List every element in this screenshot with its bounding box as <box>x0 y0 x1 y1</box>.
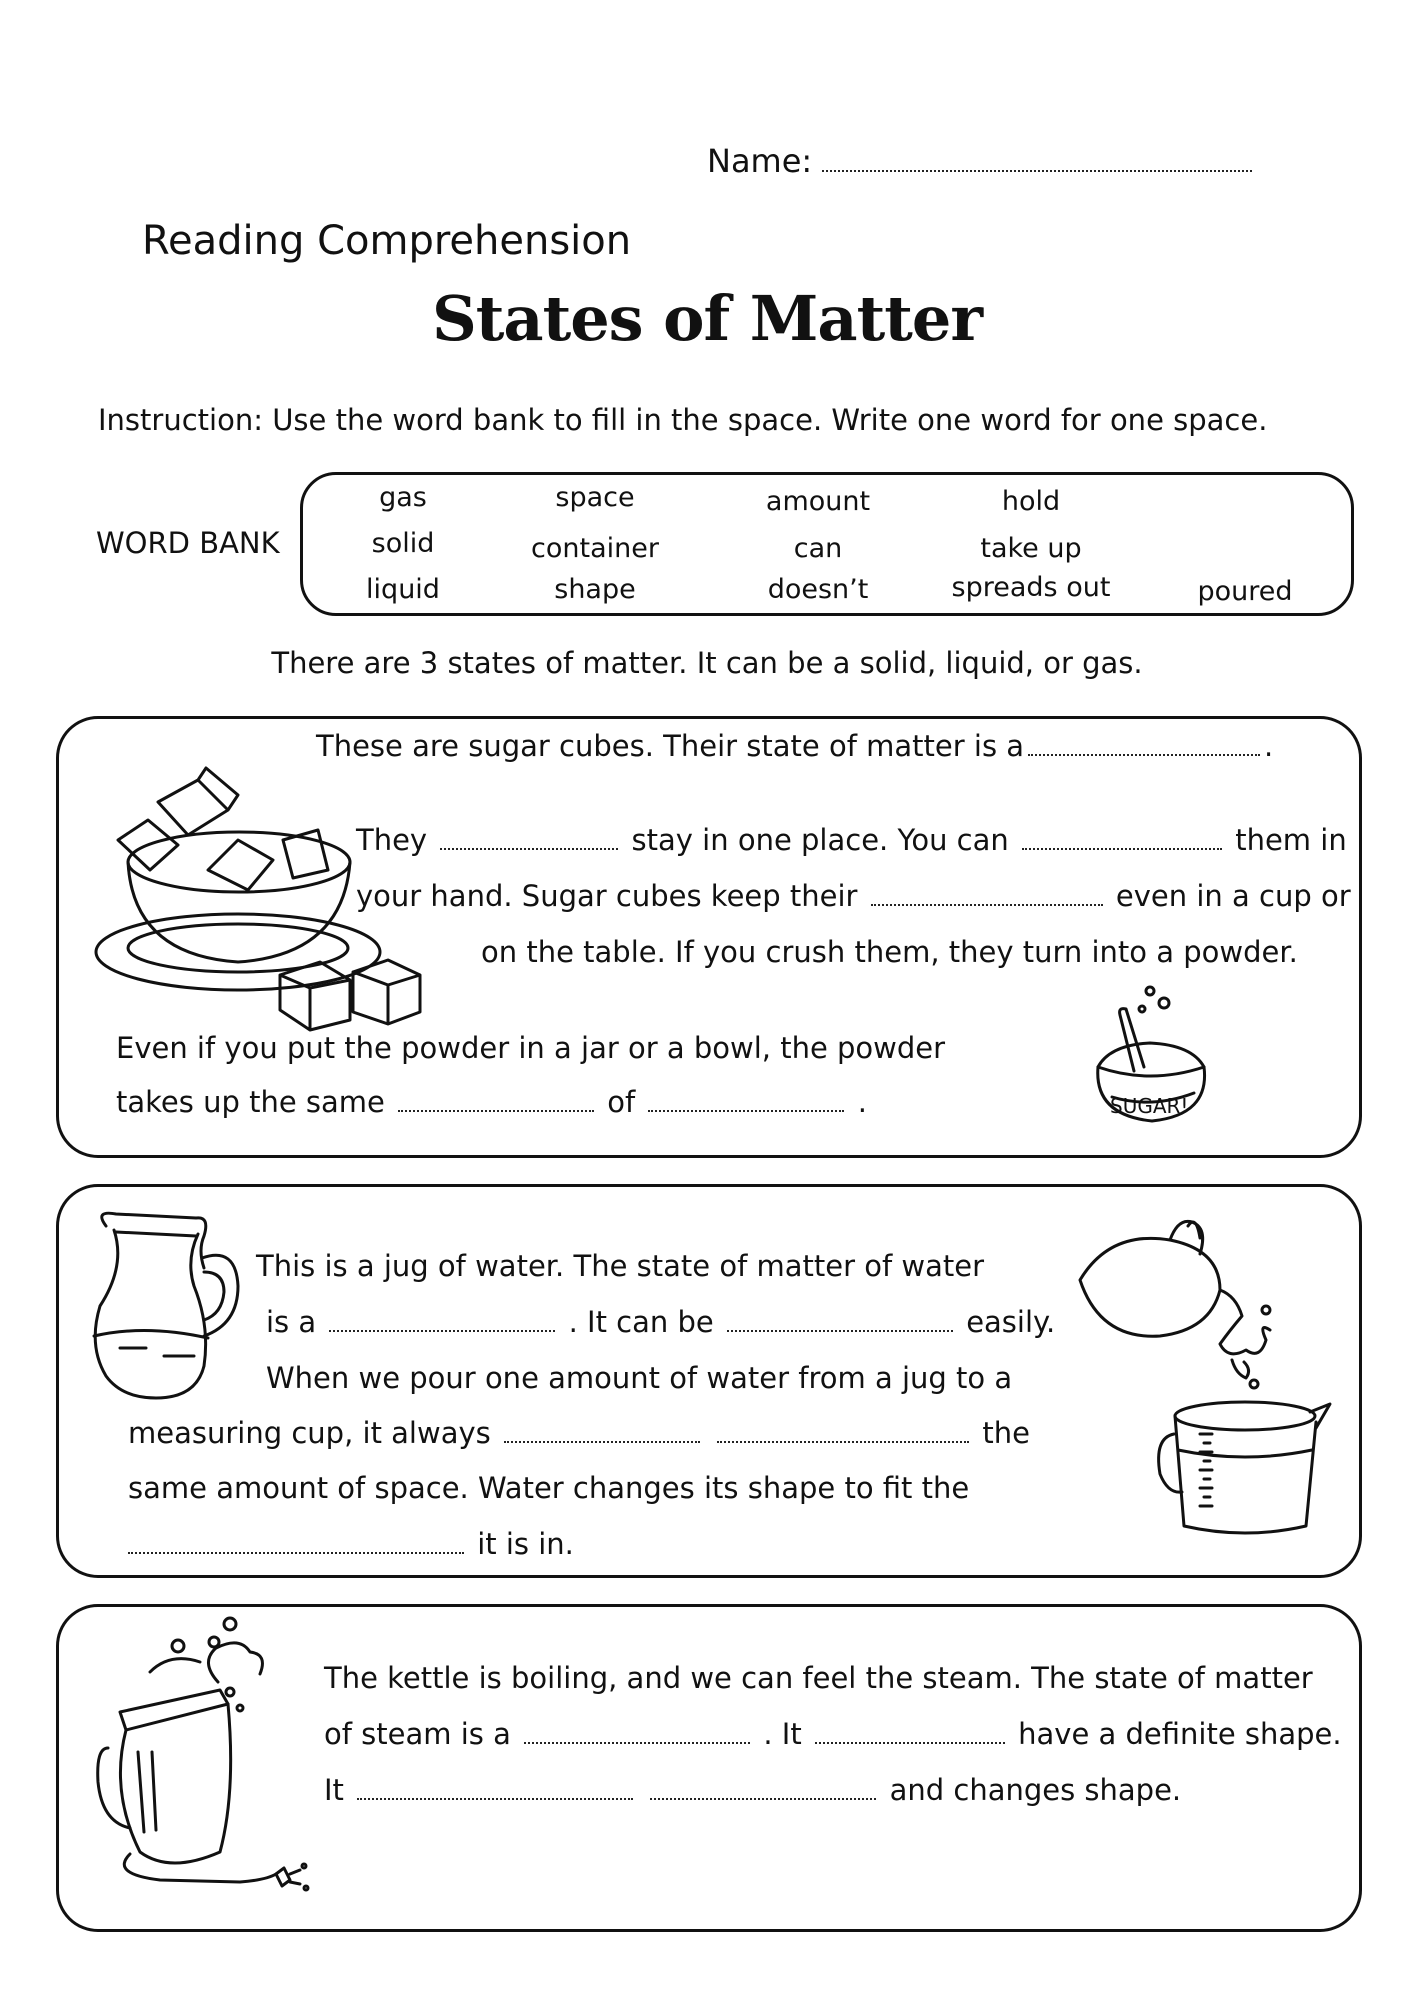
answer-blank[interactable] <box>717 1435 969 1443</box>
sugar-jar-icon <box>1090 985 1220 1135</box>
word-bank-word: spreads out <box>951 572 1111 603</box>
text-segment: is a <box>266 1305 317 1339</box>
answer-blank[interactable] <box>357 1792 633 1800</box>
answer-blank[interactable] <box>128 1546 464 1554</box>
answer-blank[interactable] <box>504 1435 700 1443</box>
text-segment: the <box>982 1416 1030 1450</box>
text-segment: of steam is a <box>324 1717 511 1751</box>
answer-blank[interactable] <box>440 842 618 850</box>
answer-blank[interactable] <box>815 1736 1005 1744</box>
answer-blank[interactable] <box>1028 748 1260 756</box>
text-segment: and changes shape. <box>889 1773 1182 1807</box>
word-bank-word: solid <box>371 528 435 559</box>
solid-line-4: on the table. If you crush them, they turn into a powder. <box>481 935 1298 969</box>
liquid-line-6 <box>128 1526 574 1562</box>
name-field[interactable] <box>707 142 1252 180</box>
answer-blank[interactable] <box>329 1324 555 1332</box>
text-segment: your hand. Sugar cubes keep their <box>356 879 858 913</box>
text-segment: takes up the same <box>116 1085 385 1119</box>
pouring-cup-icon <box>1070 1210 1280 1390</box>
word-bank-word: poured <box>1197 576 1293 607</box>
liquid-line-4 <box>128 1415 1030 1451</box>
gas-line-1: The kettle is boiling, and we can feel the steam. The state of matter <box>324 1661 1313 1695</box>
name-blank[interactable] <box>822 164 1252 172</box>
page-subtitle: Reading Comprehension <box>142 218 632 264</box>
answer-blank[interactable] <box>1022 842 1222 850</box>
word-bank-word: shape <box>554 574 636 605</box>
text-segment: . <box>857 1085 867 1119</box>
answer-blank[interactable] <box>727 1324 953 1332</box>
text-segment: them in <box>1235 823 1347 857</box>
water-jug-icon <box>86 1206 246 1406</box>
answer-blank[interactable] <box>871 898 1103 906</box>
jar-label: SUGAR! <box>1110 1094 1189 1118</box>
text-segment: . <box>1264 729 1274 763</box>
instruction-text: Instruction: Use the word bank to fill in the space. Write one word for one space. <box>98 403 1268 437</box>
solid-line-5: Even if you put the powder in a jar or a bowl, the powder <box>116 1031 946 1065</box>
solid-line-6 <box>116 1084 867 1120</box>
text-segment: measuring cup, it always <box>128 1416 491 1450</box>
word-bank-word: container <box>531 533 659 564</box>
text-segment: easily. <box>966 1305 1056 1339</box>
text-segment: stay in one place. You can <box>631 823 1009 857</box>
text-segment: They <box>356 823 428 857</box>
word-bank-word: liquid <box>366 574 440 605</box>
intro-text: There are 3 states of matter. It can be a solid, liquid, or gas. <box>271 646 1143 680</box>
word-bank-word: space <box>555 482 635 513</box>
text-segment: It <box>324 1773 344 1807</box>
text-segment: even in a cup or <box>1115 879 1351 913</box>
text-segment: These are sugar cubes. Their state of matter is a <box>316 729 1025 763</box>
text-segment: . It <box>763 1717 802 1751</box>
word-bank-word: doesn’t <box>767 574 869 605</box>
word-bank-word: hold <box>1001 486 1061 517</box>
gas-line-2 <box>324 1716 1342 1752</box>
solid-line-1 <box>316 728 1273 764</box>
text-segment: of <box>607 1085 636 1119</box>
text-segment: it is in. <box>477 1527 574 1561</box>
kettle-icon <box>90 1612 320 1902</box>
liquid-line-1: This is a jug of water. The state of matter of water <box>256 1249 985 1283</box>
solid-line-2 <box>356 822 1347 858</box>
answer-blank[interactable] <box>650 1792 876 1800</box>
page-title: States of Matter <box>432 282 982 355</box>
text-segment: . It can be <box>568 1305 714 1339</box>
gas-line-3 <box>324 1772 1181 1808</box>
word-bank-word: take up <box>980 533 1082 564</box>
answer-blank[interactable] <box>398 1104 594 1112</box>
word-bank-word: can <box>793 533 843 564</box>
answer-blank[interactable] <box>524 1736 750 1744</box>
measuring-cup-icon <box>1160 1394 1340 1544</box>
name-label: Name: <box>707 142 813 180</box>
word-bank-word: gas <box>379 482 427 513</box>
answer-blank[interactable] <box>648 1104 844 1112</box>
sugar-cubes-bowl-icon <box>88 740 448 1010</box>
liquid-line-3: When we pour one amount of water from a jug to a <box>266 1361 1013 1395</box>
word-bank-label: WORD BANK <box>96 526 280 560</box>
word-bank-word: amount <box>765 486 871 517</box>
text-segment: have a definite shape. <box>1018 1717 1342 1751</box>
liquid-line-5: same amount of space. Water changes its shape to fit the <box>128 1471 970 1505</box>
liquid-line-2 <box>266 1304 1055 1340</box>
solid-line-3 <box>356 878 1351 914</box>
